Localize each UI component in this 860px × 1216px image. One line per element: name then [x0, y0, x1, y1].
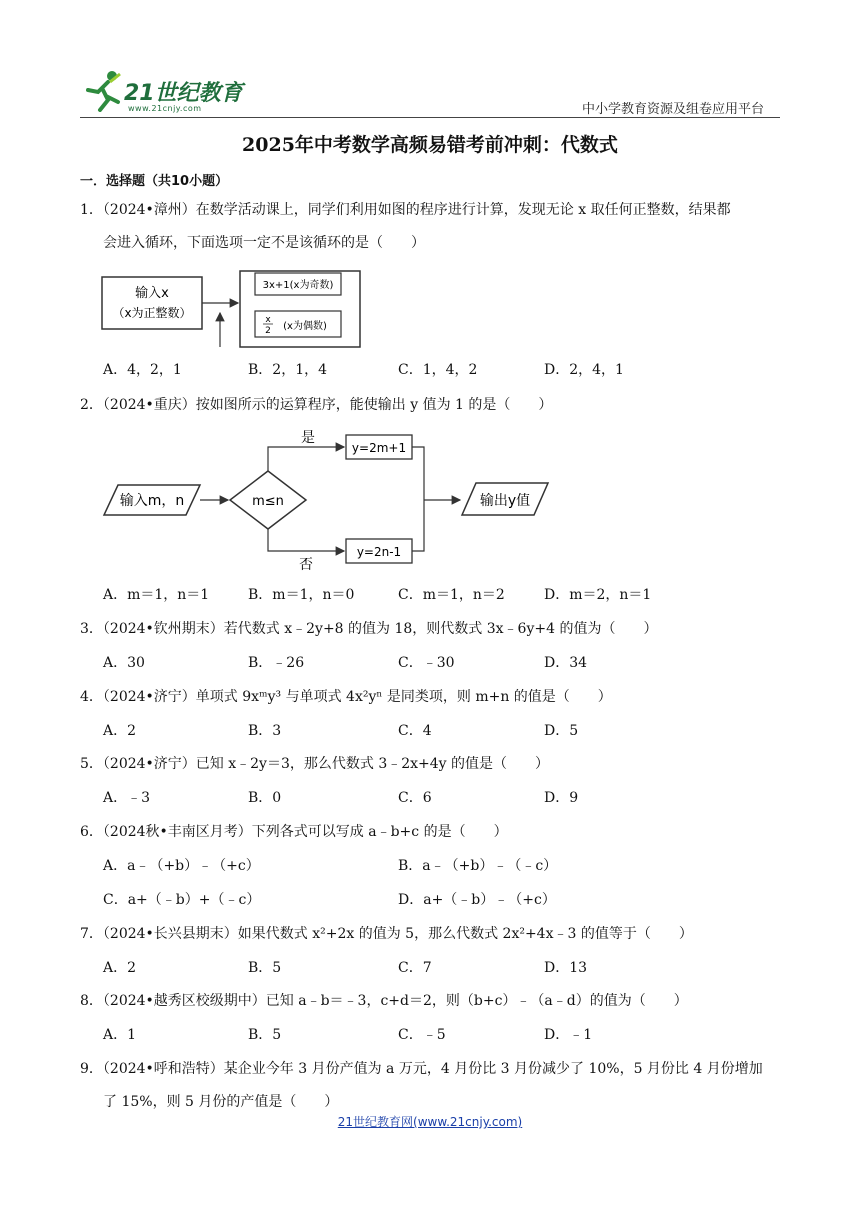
logo-url: www.21cnjy.com	[128, 104, 202, 113]
logo-text: 21世纪教育	[124, 81, 243, 106]
question-3-option-d[interactable]: D．34	[544, 655, 588, 671]
q2-bottom-label: y=2n-1	[356, 545, 402, 559]
page-title: 2025年中考数学高频易错考前冲刺：代数式	[242, 134, 618, 156]
q2-top-label: y=2m+1	[351, 441, 407, 455]
question-3-option-a[interactable]: A．30	[103, 655, 145, 671]
question-8-option-a[interactable]: A．1	[103, 1027, 137, 1043]
question-3-option-b[interactable]: B．﹣26	[248, 655, 305, 671]
q2-no-label: 否	[299, 557, 313, 573]
question-1-option-d[interactable]: D．2，4，1	[544, 362, 624, 378]
question-2-option-c[interactable]: C．m＝1，n＝2	[398, 587, 505, 603]
question-3-stem: 3．（2024•钦州期末）若代数式 x﹣2y+8 的值为 18，则代数式 3x﹣6y+4 的值为（ ）	[80, 621, 658, 637]
footer-link[interactable]: 21世纪教育网(www.21cnjy.com)	[337, 1115, 523, 1129]
section-heading: 一．选择题（共10小题）	[80, 174, 229, 189]
q1-input-box	[102, 277, 202, 329]
question-5-option-c[interactable]: C．6	[398, 790, 432, 806]
question-2-option-b[interactable]: B．m＝1，n＝0	[248, 587, 355, 603]
question-2-stem: 2．（2024•重庆）按如图所示的运算程序，能使输出 y 值为 1 的是（ ）	[80, 397, 553, 413]
question-8-option-b[interactable]: B．5	[248, 1027, 282, 1043]
question-1-stem-line1: 1．（2024•漳州）在数学活动课上，同学们利用如图的程序进行计算，发现无论 x 取任何正整数，结果都	[80, 202, 731, 218]
q2-input-label: 输入m，n	[119, 493, 185, 509]
logo	[80, 68, 255, 118]
question-4-option-a[interactable]: A．2	[103, 723, 137, 739]
question-1-option-b[interactable]: B．2，1，4	[248, 362, 328, 378]
question-5-option-d[interactable]: D．9	[544, 790, 579, 806]
question-6-option-c[interactable]: C．a+（﹣b）+（﹣c）	[103, 892, 261, 908]
question-2-option-d[interactable]: D．m＝2，n＝1	[544, 587, 652, 603]
question-2-flowchart	[100, 423, 560, 573]
question-6-option-a[interactable]: A．a﹣（+b）﹣（+c）	[103, 858, 260, 874]
question-5-stem: 5．（2024•济宁）已知 x﹣2y＝3，那么代数式 3﹣2x+4y 的值是（ ）	[80, 756, 550, 772]
question-9-stem-line2: 了 15%，则 5 月份的产值是（ ）	[103, 1094, 339, 1110]
question-5-option-a[interactable]: A．﹣3	[103, 790, 151, 806]
q1-odd-label: 3x+1(x为奇数)	[262, 280, 334, 291]
question-4-option-d[interactable]: D．5	[544, 723, 579, 739]
q2-output-label: 输出y值	[479, 493, 531, 509]
question-8-stem: 8．（2024•越秀区校级期中）已知 a﹣b＝﹣3，c+d＝2，则（b+c）﹣（a﹣d）的值为（ ）	[80, 993, 688, 1009]
question-7-option-d[interactable]: D．13	[544, 960, 588, 976]
question-4-stem: 4．（2024•济宁）单项式 9xᵐy³ 与单项式 4x²yⁿ 是同类项，则 m+n 的值是（ ）	[80, 689, 612, 705]
q1-even-num: x	[265, 315, 271, 325]
question-1-flowchart	[100, 265, 380, 355]
question-4-option-c[interactable]: C．4	[398, 723, 432, 739]
question-8-option-c[interactable]: C．﹣5	[398, 1027, 446, 1043]
question-7-stem: 7．（2024•长兴县期末）如果代数式 x²+2x 的值为 5，那么代数式 2x²+4x﹣3 的值等于（ ）	[80, 926, 693, 942]
q1-input-line1: 输入x	[135, 286, 169, 301]
question-4-option-b[interactable]: B．3	[248, 723, 282, 739]
question-8-option-d[interactable]: D．﹣1	[544, 1027, 593, 1043]
q2-yes-label: 是	[301, 430, 315, 446]
q1-input-line2: （x为正整数）	[112, 306, 192, 320]
question-6-option-b[interactable]: B．a﹣（+b）﹣（﹣c）	[398, 858, 558, 874]
question-3-option-c[interactable]: C．﹣30	[398, 655, 455, 671]
platform-label: 中小学教育资源及组卷应用平台	[582, 102, 765, 117]
question-1-stem-line2: 会进入循环，下面选项一定不是该循环的是（ ）	[103, 235, 425, 251]
question-9-stem-line1: 9．（2024•呼和浩特）某企业今年 3 月份产值为 a 万元，4 月份比 3 月份减少了 10%，5 月份比 4 月份增加	[80, 1061, 763, 1077]
runner-logo-icon	[80, 68, 126, 112]
header-divider	[80, 117, 780, 118]
question-6-stem: 6．（2024秋•丰南区月考）下列各式可以写成 a﹣b+c 的是（ ）	[80, 824, 508, 840]
q1-even-den: 2	[265, 326, 271, 336]
q1-even-label: (x为偶数)	[283, 321, 327, 332]
question-7-option-b[interactable]: B．5	[248, 960, 282, 976]
question-7-option-c[interactable]: C．7	[398, 960, 432, 976]
q2-condition-label: m≤n	[252, 494, 284, 509]
question-5-option-b[interactable]: B．0	[248, 790, 282, 806]
question-2-option-a[interactable]: A．m＝1，n＝1	[103, 587, 210, 603]
question-7-option-a[interactable]: A．2	[103, 960, 137, 976]
question-1-option-c[interactable]: C．1，4，2	[398, 362, 478, 378]
question-1-option-a[interactable]: A．4，2，1	[103, 362, 182, 378]
question-6-option-d[interactable]: D．a+（﹣b）﹣（+c）	[398, 892, 556, 908]
